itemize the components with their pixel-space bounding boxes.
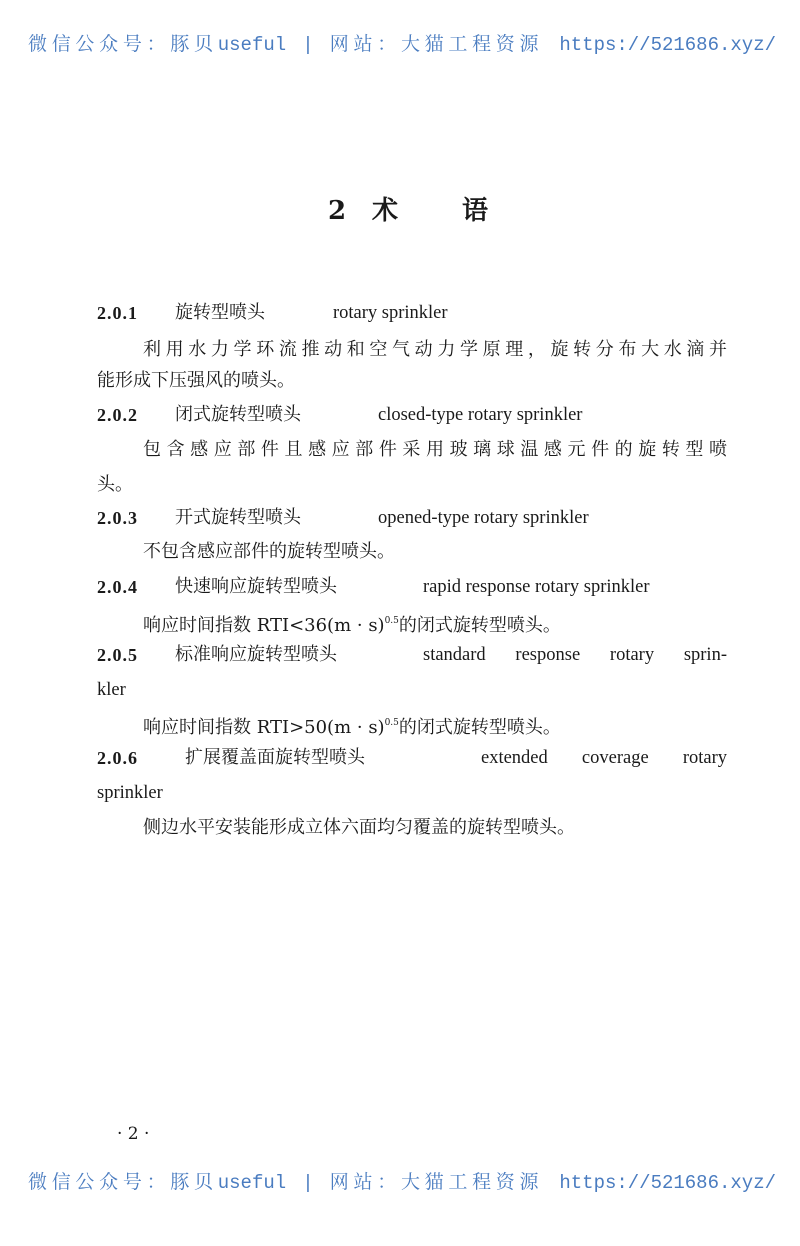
term-definition-cont: 头。 bbox=[97, 474, 133, 495]
term-definition: 利用水力学环流推动和空气动力学原理，旋转分布大水滴并 bbox=[143, 339, 727, 360]
exponent: 0.5 bbox=[384, 616, 399, 626]
term-definition: 侧边水平安装能形成立体六面均匀覆盖的旋转型喷头。 bbox=[143, 817, 575, 838]
chapter-title-char: 语 bbox=[462, 196, 489, 226]
term-en-cont: sprinkler bbox=[97, 783, 163, 803]
term-en: standard response rotary sprin- bbox=[423, 645, 727, 665]
term-en: rotary sprinkler bbox=[333, 303, 448, 323]
term-cn: 闭式旋转型喷头 bbox=[175, 404, 301, 425]
term-en: opened-type rotary sprinkler bbox=[378, 508, 589, 528]
term-cn: 扩展覆盖面旋转型喷头 bbox=[185, 747, 365, 768]
term-number: 2.0.4 bbox=[97, 577, 138, 597]
term-number: 2.0.5 bbox=[97, 645, 138, 665]
term-definition bbox=[143, 609, 561, 638]
definition-text: 的闭式旋转型喷头。 bbox=[398, 615, 561, 636]
term-definition: 不包含感应部件的旋转型喷头。 bbox=[143, 541, 395, 562]
term-cn: 标准响应旋转型喷头 bbox=[175, 644, 337, 665]
term-definition bbox=[143, 711, 561, 740]
chapter-number: 2 bbox=[328, 196, 347, 226]
chapter-title-char: 术 bbox=[372, 196, 399, 226]
page-number: · 2 · bbox=[117, 1124, 150, 1144]
term-number: 2.0.1 bbox=[97, 303, 138, 323]
watermark-footer: 微信公众号：豚贝useful | 网站：大猫工程资源 https://521686.xyz/ bbox=[28, 1172, 776, 1194]
definition-text: 响应时间指数 RTI<36(m · s) bbox=[143, 615, 385, 636]
term-en: rapid response rotary sprinkler bbox=[423, 577, 650, 597]
term-en: closed-type rotary sprinkler bbox=[378, 405, 583, 425]
term-cn: 开式旋转型喷头 bbox=[175, 507, 301, 528]
term-number: 2.0.6 bbox=[97, 748, 138, 768]
exponent: 0.5 bbox=[384, 718, 399, 728]
term-en-cont: kler bbox=[97, 680, 126, 700]
term-definition-cont: 能形成下压强风的喷头。 bbox=[97, 370, 295, 391]
term-number: 2.0.2 bbox=[97, 405, 138, 425]
watermark-header: 微信公众号：豚贝useful | 网站：大猫工程资源 https://521686.xyz/ bbox=[28, 34, 776, 56]
term-number: 2.0.3 bbox=[97, 508, 138, 528]
term-cn: 旋转型喷头 bbox=[175, 302, 265, 323]
definition-text: 响应时间指数 RTI>50(m · s) bbox=[143, 717, 385, 738]
term-2-0-1 bbox=[97, 301, 138, 326]
definition-text: 的闭式旋转型喷头。 bbox=[398, 717, 561, 738]
term-definition: 包含感应部件且感应部件采用玻璃球温感元件的旋转型喷 bbox=[143, 439, 727, 460]
term-cn: 快速响应旋转型喷头 bbox=[175, 576, 337, 597]
term-en: extended coverage rotary bbox=[481, 748, 727, 768]
